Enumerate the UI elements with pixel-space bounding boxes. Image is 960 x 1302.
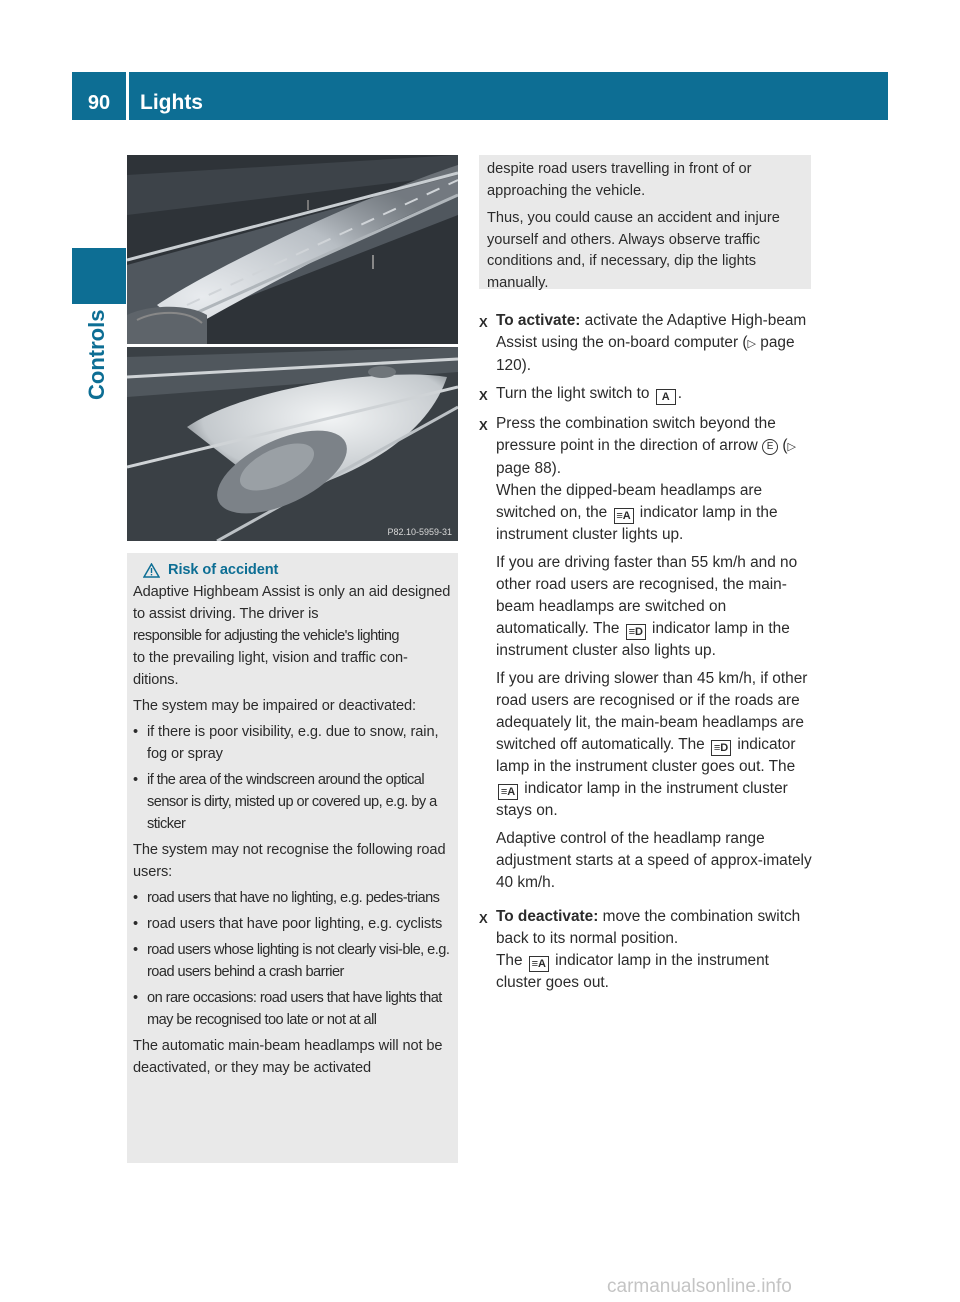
warning-paragraph-1c: to the prevailing light, vision and traffic con-ditions. — [133, 650, 408, 688]
side-tab-marker — [72, 248, 126, 304]
continuation-paragraph-2: Thus, you could cause an accident and injure yourself and others. Always observe traffic conditions and, if necessary, dip the lights manually. — [487, 210, 780, 291]
list-item: • road users whose lighting is not clearly visi-ble, e.g. road users behind a crash barrier — [133, 942, 450, 980]
page-ref-icon: ▷ — [747, 338, 756, 350]
deactivate-text: move the combination switch back to its normal position. — [496, 908, 801, 947]
list-item: • road users that have no lighting, e.g. pedes-trians — [133, 890, 440, 906]
step-arrow-icon: X — [479, 388, 488, 403]
press-paragraph-3b: indicator lamp in the instrument cluster also lights up. — [496, 620, 790, 659]
list-item: • on rare occasions: road users that have lights that may be recognised too late or not at all — [133, 990, 442, 1028]
continuation-paragraph-1: despite road users travelling in front of or approaching the vehicle. — [487, 161, 752, 199]
side-tab-label: Controls — [84, 309, 109, 400]
switch-text-end: . — [677, 385, 682, 402]
adaptive-highbeam-lamp-icon: ≡A — [529, 956, 549, 972]
deactivate-paragraph-2b: indicator lamp in the instrument cluster goes out. — [496, 952, 769, 991]
switch-text: Turn the light switch to — [496, 385, 650, 402]
adaptive-highbeam-lamp-icon: ≡A — [498, 784, 518, 800]
warning-paragraph-2: The system may be impaired or deactivated: — [133, 698, 416, 714]
warning-triangle-icon — [143, 563, 160, 578]
press-paragraph-3a: If you are driving faster than 55 km/h and no other road users are recognised, the main-beam headlamps are switched on automatically. The — [496, 554, 798, 637]
step-combination-switch — [479, 413, 815, 900]
press-paragraph-5: Adaptive control of the headlamp range adjustment starts at a speed of approx-imately 40 km/h. — [496, 830, 812, 891]
activate-label: To activate: — [496, 312, 581, 329]
press-paragraph-4b: indicator lamp in the instrument cluster goes out. The — [496, 736, 796, 775]
header-divider — [126, 72, 129, 120]
press-paragraph-2a: When the dipped-beam headlamps are switched on, the — [496, 482, 763, 521]
step-activate — [479, 310, 815, 377]
main-beam-lamp-icon: ≡D — [711, 740, 731, 756]
step-arrow-icon: X — [479, 315, 488, 330]
ref-open: ( — [742, 334, 748, 351]
list-item: • if there is poor visibility, e.g. due to snow, rain, fog or spray — [133, 724, 439, 762]
watermark: carmanualsonline.info — [607, 1276, 792, 1297]
press-paragraph-4a: If you are driving slower than 45 km/h, if other road users are recognised or if the roads are adequately lit, the main-beam headlamps are switched off automatically. The — [496, 670, 808, 753]
instructions — [479, 310, 815, 1000]
deactivate-label: To deactivate: — [496, 908, 599, 925]
page-number: 90 — [87, 92, 111, 114]
press-paragraph-4c: indicator lamp in the instrument cluster stays on. — [496, 780, 788, 819]
step-arrow-icon: X — [479, 418, 488, 433]
illustration-low-beam — [127, 155, 458, 344]
ref-open: ( — [782, 437, 788, 454]
step-light-switch — [479, 383, 815, 407]
step-deactivate — [479, 906, 815, 994]
press-text: Press the combination switch beyond the pressure point in the direction of arrow — [496, 415, 776, 454]
activate-page-ref[interactable]: page 120). — [496, 334, 795, 374]
list-item: • road users that have poor lighting, e.g. cyclists — [133, 916, 443, 932]
warning-paragraph-4: The automatic main-beam headlamps will not be deactivated, or they may be activated — [133, 1038, 443, 1076]
light-switch-auto-icon: A — [656, 389, 676, 405]
warning-box — [127, 553, 458, 1163]
warning-continuation-box — [479, 155, 811, 289]
press-paragraph-2b: indicator lamp in the instrument cluster lights up. — [496, 504, 778, 543]
warning-paragraph-3: The system may not recognise the following road users: — [133, 842, 446, 880]
activate-text: activate the Adaptive High-beam Assist using the on-board computer — [496, 312, 807, 351]
section-title: Lights — [140, 91, 203, 114]
warning-title: Risk of accident — [168, 562, 279, 578]
warning-paragraph-1: Adaptive Highbeam Assist is only an aid designed to assist driving. The driver is — [133, 584, 451, 622]
illustration-high-beam — [127, 347, 458, 541]
warning-paragraph-1b: responsible for adjusting the vehicle's lighting — [133, 628, 400, 644]
press-page-ref[interactable]: page 88). — [496, 460, 562, 477]
page-ref-icon: ▷ — [787, 441, 796, 453]
main-beam-lamp-icon: ≡D — [626, 624, 646, 640]
warning-title-row — [133, 559, 452, 581]
arrow-callout-icon: E — [762, 439, 778, 455]
adaptive-highbeam-lamp-icon: ≡A — [614, 508, 634, 524]
illustration-code: P82.10-5959-31 — [387, 527, 452, 537]
list-item: • if the area of the windscreen around the optical sensor is dirty, misted up or covered up, e.g. by a sticker — [133, 772, 437, 832]
step-arrow-icon: X — [479, 911, 488, 926]
deactivate-paragraph-2a: The — [496, 952, 523, 969]
